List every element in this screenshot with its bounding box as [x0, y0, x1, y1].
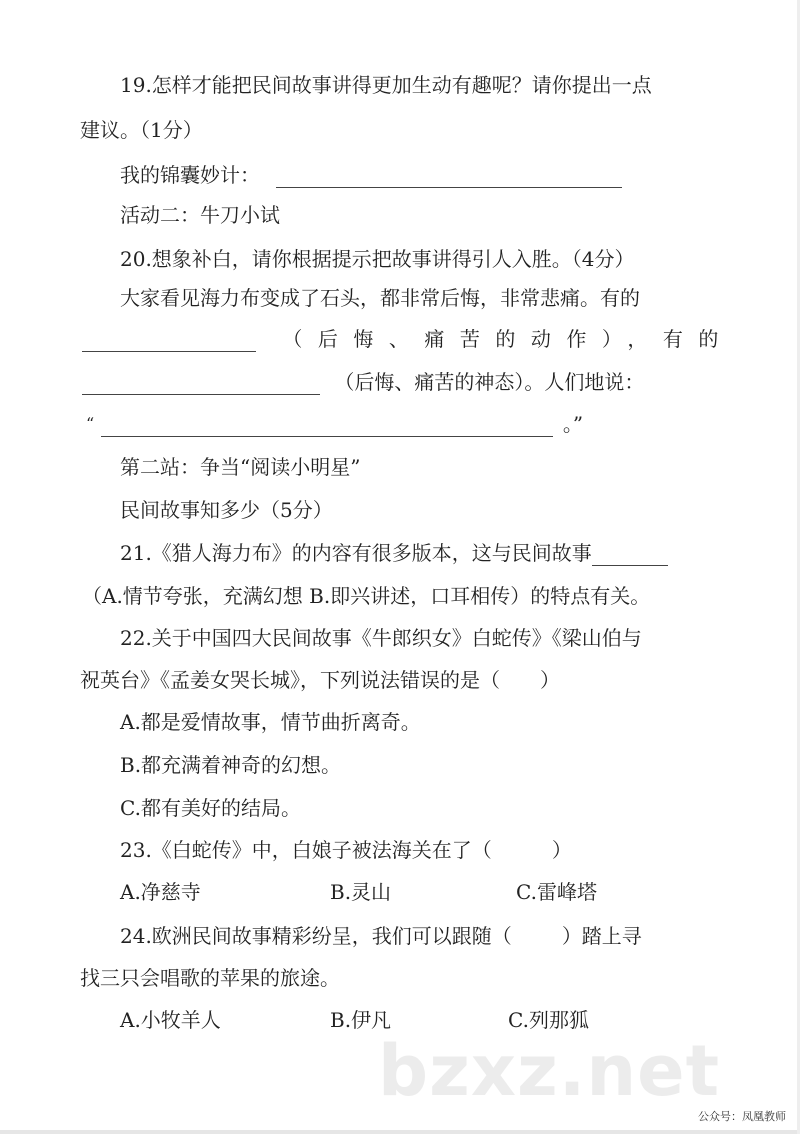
q20-hint-expression: （后悔、痛苦的神态）。人们地说： [334, 370, 645, 394]
q20-line-quote [86, 411, 583, 437]
activity-heading: 活动二：牛刀小试 [120, 203, 280, 227]
q20-paragraph: 大家看见海力布变成了石头，都非常后悔，非常悲痛。有的 [120, 286, 640, 310]
q19-line2: 建议。（1分） [80, 118, 203, 142]
q20-hint-action: （后悔、痛苦的动作），有的 [282, 327, 734, 351]
page-bottom-edge [0, 1130, 800, 1134]
q24-line1 [120, 923, 642, 949]
station-heading: 第二站：争当“阅读小明星” [120, 455, 361, 479]
q19-answer-label: 我的锦囊妙计： [120, 163, 260, 187]
q23-stem-text: 23.《白蛇传》中，白娘子被法海关在了（ [120, 838, 492, 862]
q24-stem-cont: ）踏上寻 [561, 924, 642, 948]
q22-option-c: C.都有美好的结局。 [120, 796, 301, 820]
q23-option-c: C.雷峰塔 [516, 880, 597, 904]
q24-option-a: A.小牧羊人 [120, 1008, 221, 1032]
q21-line1 [120, 540, 668, 566]
q24-option-b: B.伊凡 [330, 1008, 392, 1032]
watermark: bzxz.net [378, 1030, 721, 1112]
open-quote: “ [86, 414, 95, 433]
q22-option-b: B.都充满着神奇的幻想。 [120, 753, 342, 777]
q24-option-c: C.列那狐 [508, 1008, 589, 1032]
q20-quote-blank[interactable] [101, 416, 553, 437]
q21-line2: （A.情节夸张，充满幻想 B.即兴讲述，口耳相传）的特点有关。 [82, 584, 651, 608]
close-quote: 。” [562, 412, 584, 436]
q23-option-b: B.灵山 [330, 880, 392, 904]
q19-line1: 19.怎样才能把民间故事讲得更加生动有趣呢？请你提出一点 [120, 73, 652, 97]
q22-line2 [80, 667, 560, 693]
q20-expression-blank[interactable] [82, 374, 320, 395]
q23-stem [120, 837, 572, 863]
q21-stem: 21.《猎人海力布》的内容有很多版本，这与民间故事 [120, 541, 592, 565]
section-heading: 民间故事知多少（5分） [120, 498, 333, 522]
q20-stem: 20.想象补白，请你根据提示把故事讲得引人入胜。（4分） [120, 247, 635, 271]
q22-option-a: A.都是爱情故事，情节曲折离奇。 [120, 710, 421, 734]
q20-action-blank[interactable] [82, 331, 256, 352]
q20-line-action [82, 326, 734, 352]
q19-answer [120, 162, 622, 188]
q22-close-paren: ） [540, 668, 560, 692]
q23-close-paren: ） [551, 838, 572, 862]
q22-stem: 祝英台》《孟姜女哭长城》，下列说法错误的是（ [80, 668, 500, 692]
q22-line1: 22.关于中国四大民间故事《牛郎织女》白蛇传》《梁山伯与 [120, 626, 642, 650]
q23-option-a: A.净慈寺 [120, 880, 201, 904]
q24-line2: 找三只会唱歌的苹果的旅途。 [80, 966, 340, 990]
q19-answer-blank[interactable] [276, 167, 622, 188]
credit-text: 公众号：凤凰教师 [698, 1110, 786, 1123]
q24-stem: 24.欧洲民间故事精彩纷呈，我们可以跟随（ [120, 924, 512, 948]
q21-blank[interactable] [592, 545, 668, 566]
q20-line-expression [82, 369, 644, 395]
